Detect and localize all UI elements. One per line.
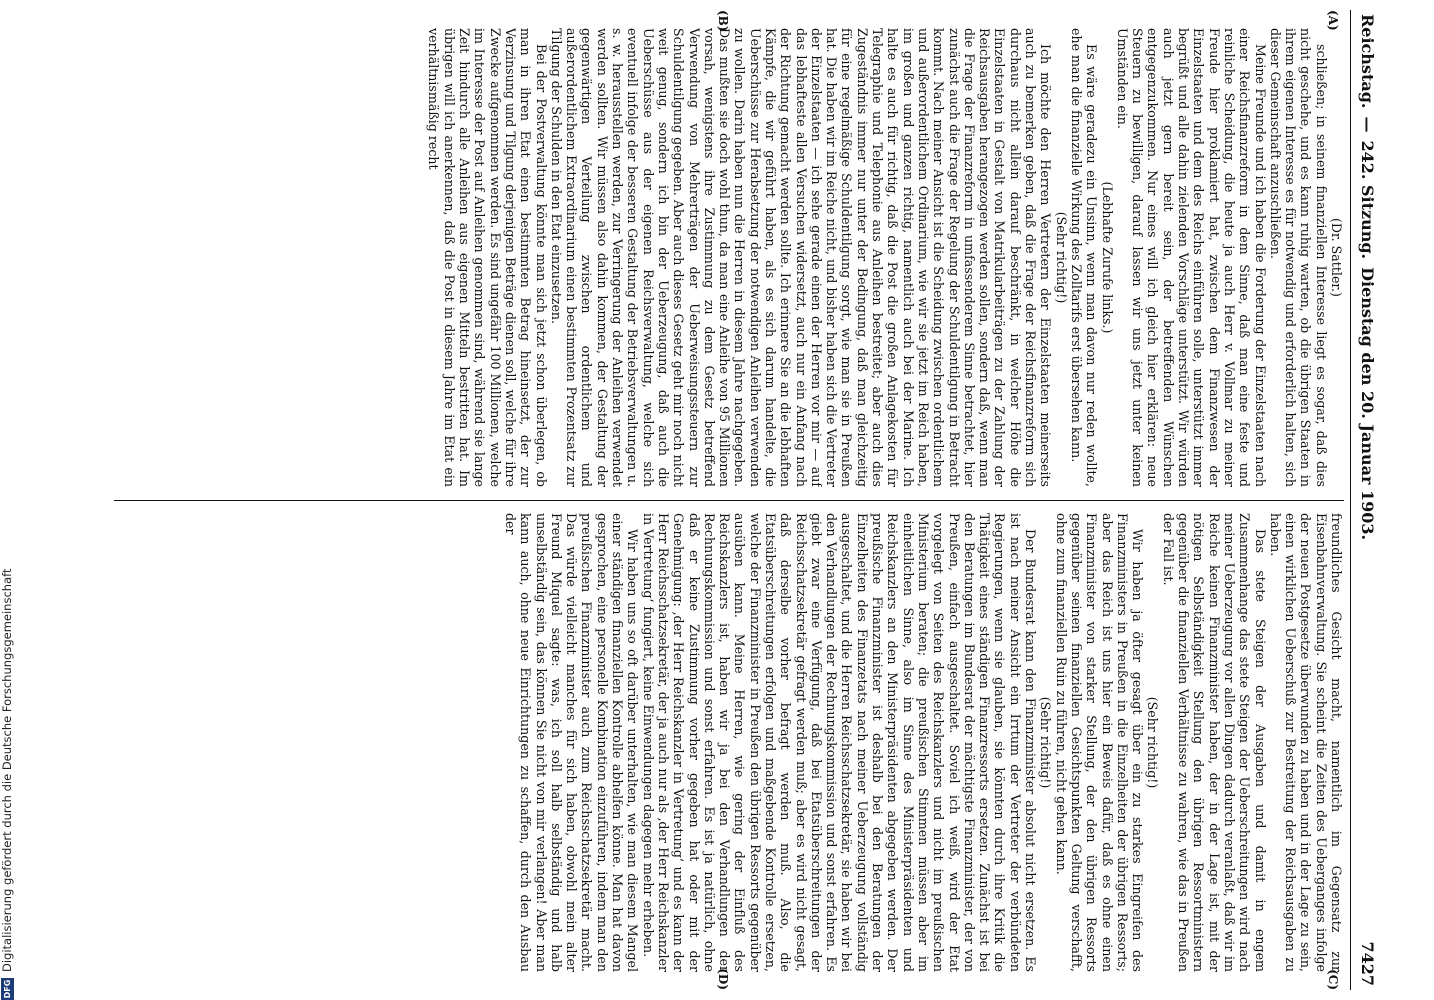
credit-text: Digitalisierung gefördert durch die Deutsche Forschungsgemeinschaft xyxy=(0,568,14,972)
audience-reaction: (Sehr richtig!) xyxy=(1038,696,1054,789)
header-publication: Reichstag. xyxy=(1358,14,1377,109)
two-column-body xyxy=(114,10,1350,990)
left-column xyxy=(114,28,1344,487)
page-header xyxy=(1350,10,1377,990)
paragraph: Es wäre geradezu ein Unsinn, wenn man davon nur reden wollte, ehe man die finanzielle Wirkung des Zolltarifs erst übersehen kann. xyxy=(1068,28,1100,487)
paragraph: Der Bundesrat kann den Finanzminister absolut nicht ersetzen. Es ist nach meiner Ansicht ein Irrtum der Vertreter der verbündeten Regierungen, wenn sie glauben, sie könnten durch ihre Kritik die Thätigkeit eines ständigen Finanzressorts ersetzen. Zunächst ist bei den Beratungen im Bundesrat der mächtigste Finanzminister, der von Preußen, einfach ausgeschaltet. Soviel ich weiß, wird der Etat vorgelegt von Seiten des Reichskanzlers und nicht im preußischen Ministerium beraten; die preußischen Stimmen müssen aber im einheitlichen Sinne, also im Sinne des Ministerpräsidenten und Reichskanzlers an den Ministerpräsidenten abgegeben werden. Der preußische Finanzminister ist deshalb bei den Beratungen der Einzelheiten des Finanzetats nach meiner Ueberzeugung vollständig ausgeschaltet, und die Herren Reichsschatzsekretär, sie haben wir bei den Verhandlungen der Rechnungskommission und sonst erfahren. Es giebt zwar eine Verfügung, daß bei Etatsüberschreitungen der Reichsschatzsekretär gefragt werden muß; aber es wird nicht gesagt, daß derselbe vorher befragt werden muß. Also, die Etatsüberschreitungen erfolgen und maßgebende Kontrolle ersetzen, welche der Finanzminister in Preußen den übrigen Ressorts gegenüber ausüben kann. Meine Herren, wie gering der Einfluß des Reichskanzlers ist, haben wir ja bei den Verhandlungen der Rechnungskommission und sonst erfahren. Es ist ja natürlich, ohne daß er keine Zustimmung vorher gegeben hat oder mit der Genehmigung: ‚der Herr Reichskanzler in Vertretung‘ und es kann der Herr Reichsschatzsekretär, der ja auch nur als ‚der Herr Reichskanzler in Vertretung‘ fungiert, keine Einwendungen dagegen mehr erheben. xyxy=(640,513,1039,972)
paragraph: Bei der Postverwaltung könnte man sich jetzt schon überlegen, ob man in ihren Etat einen bestimmten Betrag hineinsetzt, der zur Verzinsung und Tilgung derjenigen Beträge dienen soll, welche für ihre Zwecke aufgenommen werden. Es sind ungefähr 100 Millionen, welche im Interesse der Post auf Anleihen genommen sind, während sie lange Zeit hindurch alle Anleihen aus eigenen Mitteln bestritten hat. Im übrigen will ich anerkennen, daß die Post in diesem Jahre im Etat ein verhältnismäßig recht xyxy=(426,28,549,487)
audience-reaction: (Lebhafte Zurufe links.) xyxy=(1099,181,1115,334)
audience-reaction: (Sehr richtig!) xyxy=(1053,211,1069,304)
speaker-label: (Dr. Sattler.) xyxy=(1329,218,1344,297)
paragraph: freundliches Gesicht macht, namentlich im Gegensatz zur Eisenbahnverwaltung. Sie scheint die Zeiten des Ueberganges infolge der neuen Postgesetze überwunden zu haben und in der Lage zu sein, einen wirklichen Ueberschuß zur Bestreitung der Reichsausgaben zu haben. xyxy=(1267,513,1344,972)
header-date: Dienstag den 20. Januar 1903. xyxy=(1358,267,1377,541)
margin-mark-c: (C) xyxy=(1326,969,1340,990)
paragraph: schließen; in seinem finanziellen Interesse liegt es sogar, daß dies nicht geschehe, und es kann ruhig warten, ob die übrigen Staaten in ihrem eigenen Interesse es für notwendig und erforderlich halten, sich dieser Gemeinschaft anzuschließen. xyxy=(1267,28,1329,487)
paragraph: Wir haben ja öfter gesagt über ein zu starkes Eingreifen des Finanzministers in Preußen in die Einzelheiten der übrigen Ressorts; aber das Reich ist uns hier ein Beweis dafür, daß es ohne einen Finanzminister von starker Stellung, der den übrigen Ressorts gegenüber seinen finanziellen Gesichtspunkten Geltung verschafft, ohne zum finanziellen Ruin zu führen, nicht gehen kann. xyxy=(1053,513,1146,972)
dfg-logo-icon: DFG xyxy=(2,979,12,999)
paragraph: Ich möchte den Herren Vertretern der Einzelstaaten meinerseits auch zu bemerken geben, daß die Frage der Reichsfinanzreform sich durchaus nicht allein darauf beschränkt, in welcher Höhe die Einzelstaaten in Gestalt von Matrikularbeiträgen zu der Zahlung der Reichsausgaben herangezogen werden sollen, sondern daß, wenn man die Frage der Finanzreform in umfassenderem Sinne betrachtet, hier zunächst auch die Frage der Regelung der Schuldentilgung in Betracht kommt. Nach meiner Ansicht ist die Scheidung zwischen ordentlichem und außerordentlichem Ordinarium, wie wir sie jetzt im Reich haben, im großen und ganzen richtig, namentlich auch bei der Marine. Ich halte es auch für richtig, daß die Post die großen Anlagekosten für Telegraphie und Telephonie aus Anleihen bestreitet; aber auch dies Zugeständnis immer nur unter der Bedingung, daß man gleichzeitig für eine regelmäßige Schuldentilgung sorgt, wie man sie in Preußen hat. Die haben wir im Reiche nicht, und bisher haben sich die Vertreter der Einzelstaaten — ich sehe gerade einen der Herren vor mir — auf das lebhafteste allen Versuchen widersetzt, auch nur ein Anfang nach der Richtung gemacht werden sollte. Ich erinnere Sie an die lebhaften Kämpfe, die wir geführt haben, als es sich darum handelte, die Ueberschüsse zur Herabsetzung der notwendigen Anleihen verwenden zu wollen. Darin haben nun die Herren in diesem Jahre nachgegeben. Das mußten sie doch wohl thun, da man eine Anleihe von 95 Millionen vorsah, wenigstens ihre Zustimmung zu dem Gesetz betreffend Verwendung von Mehrerträgen der Ueberweisungssteuern zur Schuldentilgung gegeben. Aber auch dieses Gesetz geht mir noch nicht weit genug, sondern ich bin der Ueberzeugung, daß auch die Ueberschüsse aus der eigenen Reichsverwaltung, welche sich eventuell infolge der besseren Gestaltung der Betriebsverwaltungen u. s. w. herausstellen werden, zur Verringerung der Anleihen verwendet werden sollten. Wir müssen also dahin kommen, der Gestaltung der gegenwärtigen Verteilung zwischen ordentlichem und außerordentlichem Extraordinarium einen bestimmten Prozentsatz zur Tilgung der Schulden in den Etat einzusetzen. xyxy=(548,28,1054,487)
audience-reaction: (Sehr richtig!) xyxy=(1145,696,1161,789)
rotated-document-page xyxy=(73,0,1383,1000)
header-session: 242. Sitzung. xyxy=(1358,140,1377,260)
header-dash: — xyxy=(1358,116,1377,133)
page-number: 7427 xyxy=(1358,941,1377,986)
paragraph: Das stete Steigen der Ausgaben und damit in engem Zusammenhange das stete Steigen der Ueberschreitungen wird nach meiner Ueberzeugung vor allen Dingen dadurch veranlaßt, daß wir im Reiche keinen Finanzminister haben, der in der Lage ist, mit der nötigen Selbständigkeit Stellung den übrigen Ressortministern gegenüber die finanziellen Verhältnisse zu wahren, wie das in Preußen der Fall ist. xyxy=(1160,513,1268,972)
paragraph: Meine Freunde und ich haben die Forderung der Einzelstaaten nach einer Reichsfinanzreform in dem Sinne, daß man eine feste und reinliche Scheidung, die heute ja auch Herr v. Vollmar zu meiner Freude hier proklamiert hat, zwischen dem Finanzwesen der Einzelstaaten und dem des Reichs einführen solle, unterstützt immer begrüßt und alle dahin zielenden Vorschläge unterstützt. Wir würden auch jetzt gern bereit sein, der betreffenden Wünschen entgegenzukommen. Nur eines will ich gleich hier erklären: neue Steuern zu bewilligen, darauf lassen wir uns jetzt unter keinen Umständen ein. xyxy=(1114,28,1268,487)
paragraph: Wir haben uns so oft darüber unterhalten, wie man diesem Mangel einer ständigen finanziellen Kontrolle abhelfen könne. Man hat davon gesprochen, eine personelle Kombination einzuführen, indem man den preußischen Finanzminister auch zum Reichsschatzsekretär macht. Das würde vielleicht manches für sich haben, obwohl mein alter Freund Miquel sagte: was, ich soll halb selbständig und halb unselbständig sein, das können Sie nicht von mir verlangen! Aber man kann auch, ohne neue Einrichtungen zu schaffen, durch den Ausbau der xyxy=(502,513,641,972)
digitization-credit xyxy=(0,0,14,1000)
margin-mark-a: (A) xyxy=(1326,10,1340,31)
right-column xyxy=(114,513,1344,972)
header-left xyxy=(1358,14,1377,540)
margin-mark-d: (D) xyxy=(716,968,730,990)
margin-mark-b: (B) xyxy=(716,10,730,32)
